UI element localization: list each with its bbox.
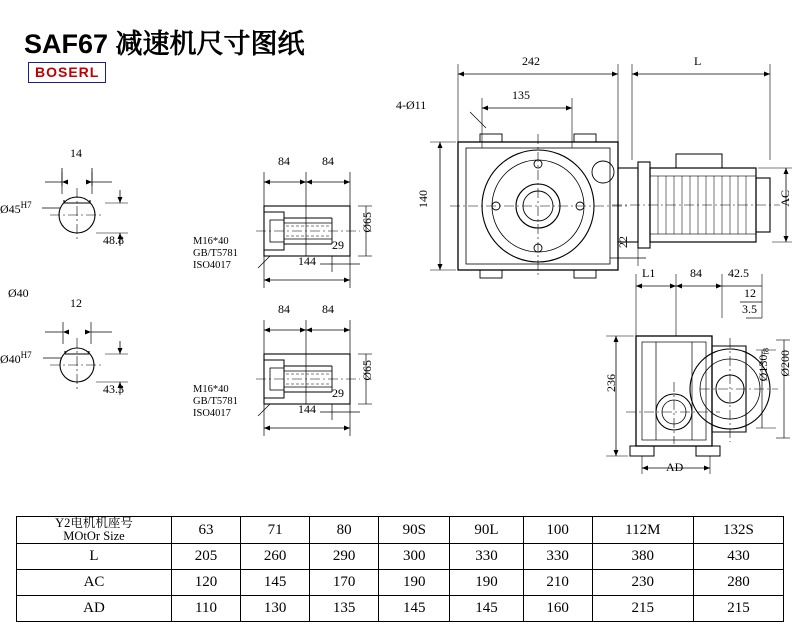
table-col-4: 90L: [450, 517, 523, 544]
cell-L-4: 330: [450, 544, 523, 570]
dim-bore-65-top: Ø65: [360, 212, 374, 233]
cell-AD-2: 135: [310, 596, 379, 622]
spec-table: [16, 516, 784, 622]
dim-shaft-dia-bottom: $Ø40^{H7}$: [0, 350, 32, 366]
dim-keyway-width-top: 14: [70, 146, 82, 160]
cell-L-1: 260: [241, 544, 310, 570]
cell-AD-7: 215: [693, 596, 783, 622]
table-col-2: 80: [310, 517, 379, 544]
note-gb-top: GB/T5781: [193, 248, 238, 259]
cell-AC-7: 280: [693, 570, 783, 596]
dim-shaft-height-bottom: 43.3: [103, 382, 124, 396]
dim-shaft-dia-top: $Ø45^{H7}$: [0, 200, 32, 216]
dim-plain-dia: Ø40: [8, 286, 29, 300]
dim-140: 140: [416, 190, 430, 208]
cell-AC-2: 170: [310, 570, 379, 596]
dim-42-5: 42.5: [728, 266, 749, 280]
dim-12: 12: [744, 286, 756, 300]
cell-L-7: 430: [693, 544, 783, 570]
table-header-cell: [17, 517, 172, 544]
spec-table-body: [17, 517, 784, 622]
table-col-3: 90S: [379, 517, 450, 544]
note-m16-bottom: M16*40: [193, 384, 229, 395]
dim-4-holes: 4-Ø11: [396, 98, 427, 112]
row-label-AD: AD: [17, 596, 172, 622]
table-row-header: [17, 517, 784, 544]
dim-L: L: [694, 54, 702, 68]
table-col-6: 112M: [592, 517, 693, 544]
cell-L-5: 330: [523, 544, 592, 570]
table-row: [17, 544, 784, 570]
dim-84-a-bottom: 84: [278, 302, 290, 316]
dim-130: $Ø130_{f8}$: [756, 348, 771, 382]
hollow-shaft-top-view: [193, 154, 400, 290]
note-iso-top: ISO4017: [193, 260, 231, 271]
table-row: [17, 570, 784, 596]
cell-AD-1: 130: [241, 596, 310, 622]
table-col-7: 132S: [693, 517, 783, 544]
cell-AD-0: 110: [172, 596, 241, 622]
table-header-line1: Y2电机机座号: [55, 516, 133, 530]
dim-84-b-top: 84: [322, 154, 334, 168]
cell-AC-4: 190: [450, 570, 523, 596]
dim-29-bottom: 29: [332, 386, 344, 400]
table-col-1: 71: [241, 517, 310, 544]
dim-29-top: 29: [332, 238, 344, 252]
dim-135: 135: [512, 88, 530, 102]
dim-L1: L1: [642, 266, 656, 280]
dim-84-bottom-view: 84: [690, 266, 702, 280]
cell-L-3: 300: [379, 544, 450, 570]
cell-AD-3: 145: [379, 596, 450, 622]
dim-AD: AD: [666, 460, 684, 474]
dim-bore-65-bottom: Ø65: [360, 360, 374, 381]
row-label-L: L: [17, 544, 172, 570]
dim-144-top: 144: [298, 254, 316, 268]
bottom-flange-view: [600, 262, 800, 477]
note-gb-bottom: GB/T5781: [193, 396, 238, 407]
cell-AC-0: 120: [172, 570, 241, 596]
row-label-AC: AC: [17, 570, 172, 596]
dim-AC: AC: [778, 190, 792, 207]
dim-22: 22: [616, 236, 630, 248]
table-col-5: 100: [523, 517, 592, 544]
dim-84-a-top: 84: [278, 154, 290, 168]
page-title: SAF67 减速机尺寸图纸: [24, 29, 305, 59]
main-assembly-view: [396, 50, 800, 290]
dim-236: 236: [604, 374, 618, 392]
cell-AD-4: 145: [450, 596, 523, 622]
dim-200: Ø200: [778, 350, 792, 377]
hollow-shaft-bottom-view: [193, 302, 400, 438]
cell-AC-5: 210: [523, 570, 592, 596]
shaft-section-top-view: [0, 146, 180, 290]
dim-242: 242: [522, 54, 540, 68]
shaft-section-bottom-view: [0, 296, 180, 440]
cell-L-0: 205: [172, 544, 241, 570]
dim-shaft-height-top: 48.8: [103, 233, 124, 247]
cell-AC-1: 145: [241, 570, 310, 596]
cell-AD-5: 160: [523, 596, 592, 622]
cell-AC-6: 230: [592, 570, 693, 596]
dim-144-bottom: 144: [298, 402, 316, 416]
table-row: [17, 596, 784, 622]
brand-logo: BOSERL: [28, 62, 106, 83]
cell-L-2: 290: [310, 544, 379, 570]
note-iso-bottom: ISO4017: [193, 408, 231, 419]
dim-84-b-bottom: 84: [322, 302, 334, 316]
cell-L-6: 380: [592, 544, 693, 570]
dim-3-5: 3.5: [742, 302, 757, 316]
cell-AC-3: 190: [379, 570, 450, 596]
dim-keyway-width-bottom: 12: [70, 296, 82, 310]
table-header-line2: MOtOr Size: [63, 529, 125, 543]
note-m16-top: M16*40: [193, 236, 229, 247]
cell-AD-6: 215: [592, 596, 693, 622]
table-col-0: 63: [172, 517, 241, 544]
